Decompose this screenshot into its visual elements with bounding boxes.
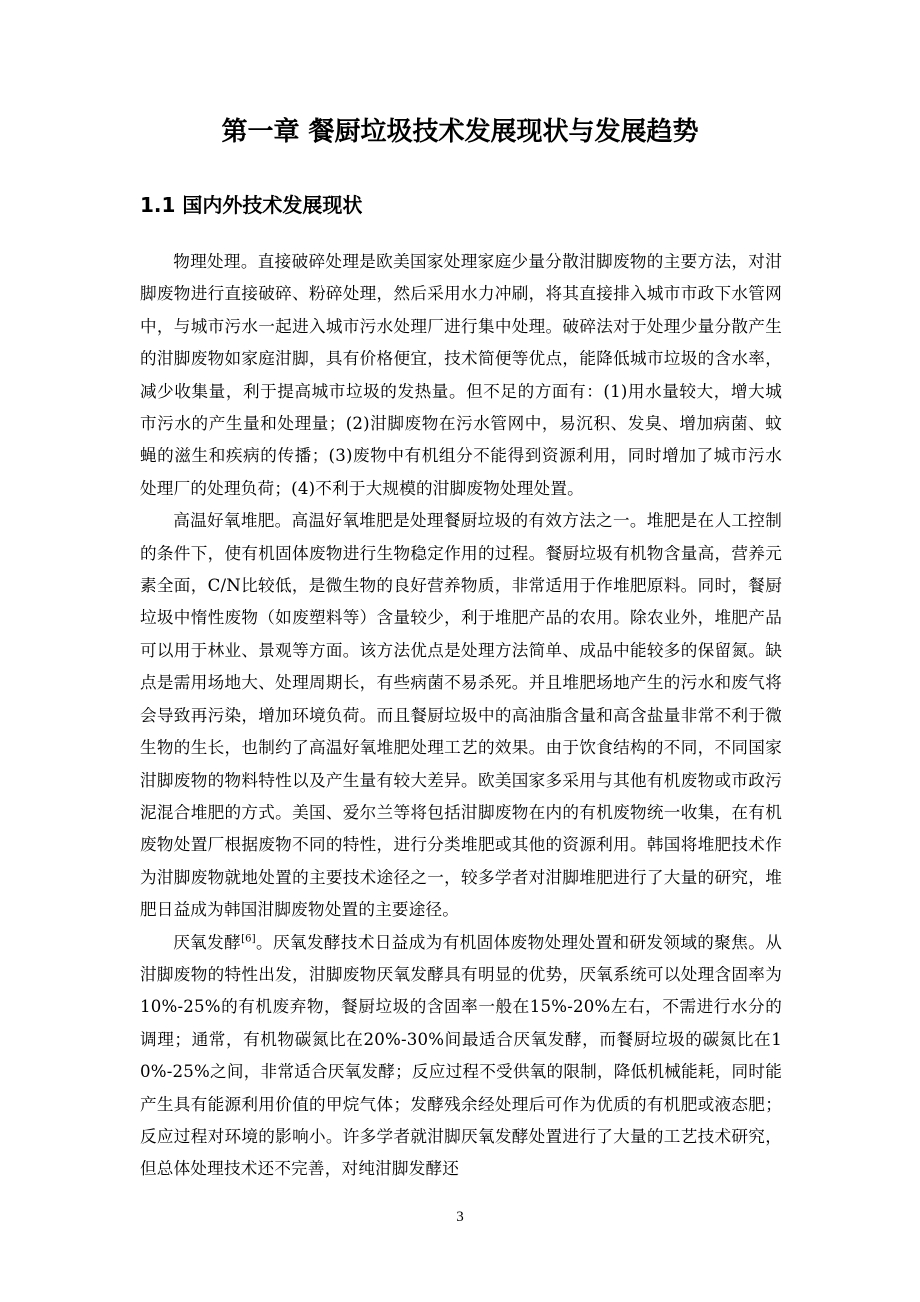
paragraph-anaerobic-fermentation [140, 927, 782, 1186]
section-title: 1.1 国内外技术发展现状 [140, 193, 363, 217]
paragraph-physical-treatment [140, 246, 782, 505]
citation-reference: [6] [241, 933, 256, 944]
body-text [140, 246, 782, 1186]
paragraph-text: 物理处理。直接破碎处理是欧美国家处理家庭少量分散泔脚废物的主要方法，对泔脚废物进行直接破碎、粉碎处理，然后采用水力冲刷，将其直接排入城市市政下水管网中，与城市污水一起进入城市污水处理厂进行集中处理。破碎法对于处理少量分散产生的泔脚废物如家庭泔脚，具有价格便宜，技术简便等优点，能降低城市垃圾的含水率，减少收集量，利于提高城市垃圾的发热量。但不足的方面有：(1)用水量较大，增大城市污水的产生量和处理量；(2)泔脚废物在污水管网中，易沉积、发臭、增加病菌、蚊蝇的滋生和疾病的传播；(3)废物中有机组分不能得到资源利用，同时增加了城市污水处理厂的处理负荷；(4)不利于大规模的泔脚废物处理处置。 [140, 252, 782, 498]
paragraph-text: 高温好氧堆肥。高温好氧堆肥是处理餐厨垃圾的有效方法之一。堆肥是在人工控制的条件下，使有机固体废物进行生物稳定作用的过程。餐厨垃圾有机物含量高，营养元素全面，C/N比较低，是微生物的良好营养物质，非常适用于作堆肥原料。同时，餐厨垃圾中惰性废物（如废塑料等）含量较少，利于堆肥产品的农用。除农业外，堆肥产品可以用于林业、景观等方面。该方法优点是处理方法简单、成品中能较多的保留氮。缺点是需用场地大、处理周期长，有些病菌不易杀死。并且堆肥场地产生的污水和废气将会导致再污染，增加环境负荷。而且餐厨垃圾中的高油脂含量和高含盐量非常不利于微生物的生长，也制约了高温好氧堆肥处理工艺的效果。由于饮食结构的不同，不同国家泔脚废物的物料特性以及产生量有较大差异。欧美国家多采用与其他有机废物或市政污泥混合堆肥的方式。美国、爱尔兰等将包括泔脚废物在内的有机废物统一收集，在有机废物处置厂根据废物不同的特性，进行分类堆肥或其他的资源利用。韩国将堆肥技术作为泔脚废物就地处置的主要技术途径之一，较多学者对泔脚堆肥进行了大量的研究，堆肥日益成为韩国泔脚废物处置的主要途径。 [140, 511, 782, 920]
paragraph-lead: 厌氧发酵 [173, 932, 242, 952]
paragraph-aerobic-composting [140, 505, 782, 926]
paragraph-text: 。厌氧发酵技术日益成为有机固体废物处理处置和研发领域的聚焦。从泔脚废物的特性出发，泔脚废物厌氧发酵具有明显的优势，厌氧系统可以处理含固率为10%-25%的有机废弃物，餐厨垃圾的含固率一般在15%-20%左右，不需进行水分的调理；通常，有机物碳氮比在20%-30%间最适合厌氧发酵，而餐厨垃圾的碳氮比在10%-25%之间，非常适合厌氧发酵；反应过程不受供氧的限制，降低机械能耗，同时能产生具有能源利用价值的甲烷气体；发酵残余经处理后可作为优质的有机肥或液态肥；反应过程对环境的影响小。许多学者就泔脚厌氧发酵处置进行了大量的工艺技术研究，但总体处理技术还不完善，对纯泔脚发酵还 [140, 932, 782, 1179]
chapter-title: 第一章 餐厨垃圾技术发展现状与发展趋势 [221, 117, 699, 147]
page-number: 3 [456, 1209, 464, 1225]
